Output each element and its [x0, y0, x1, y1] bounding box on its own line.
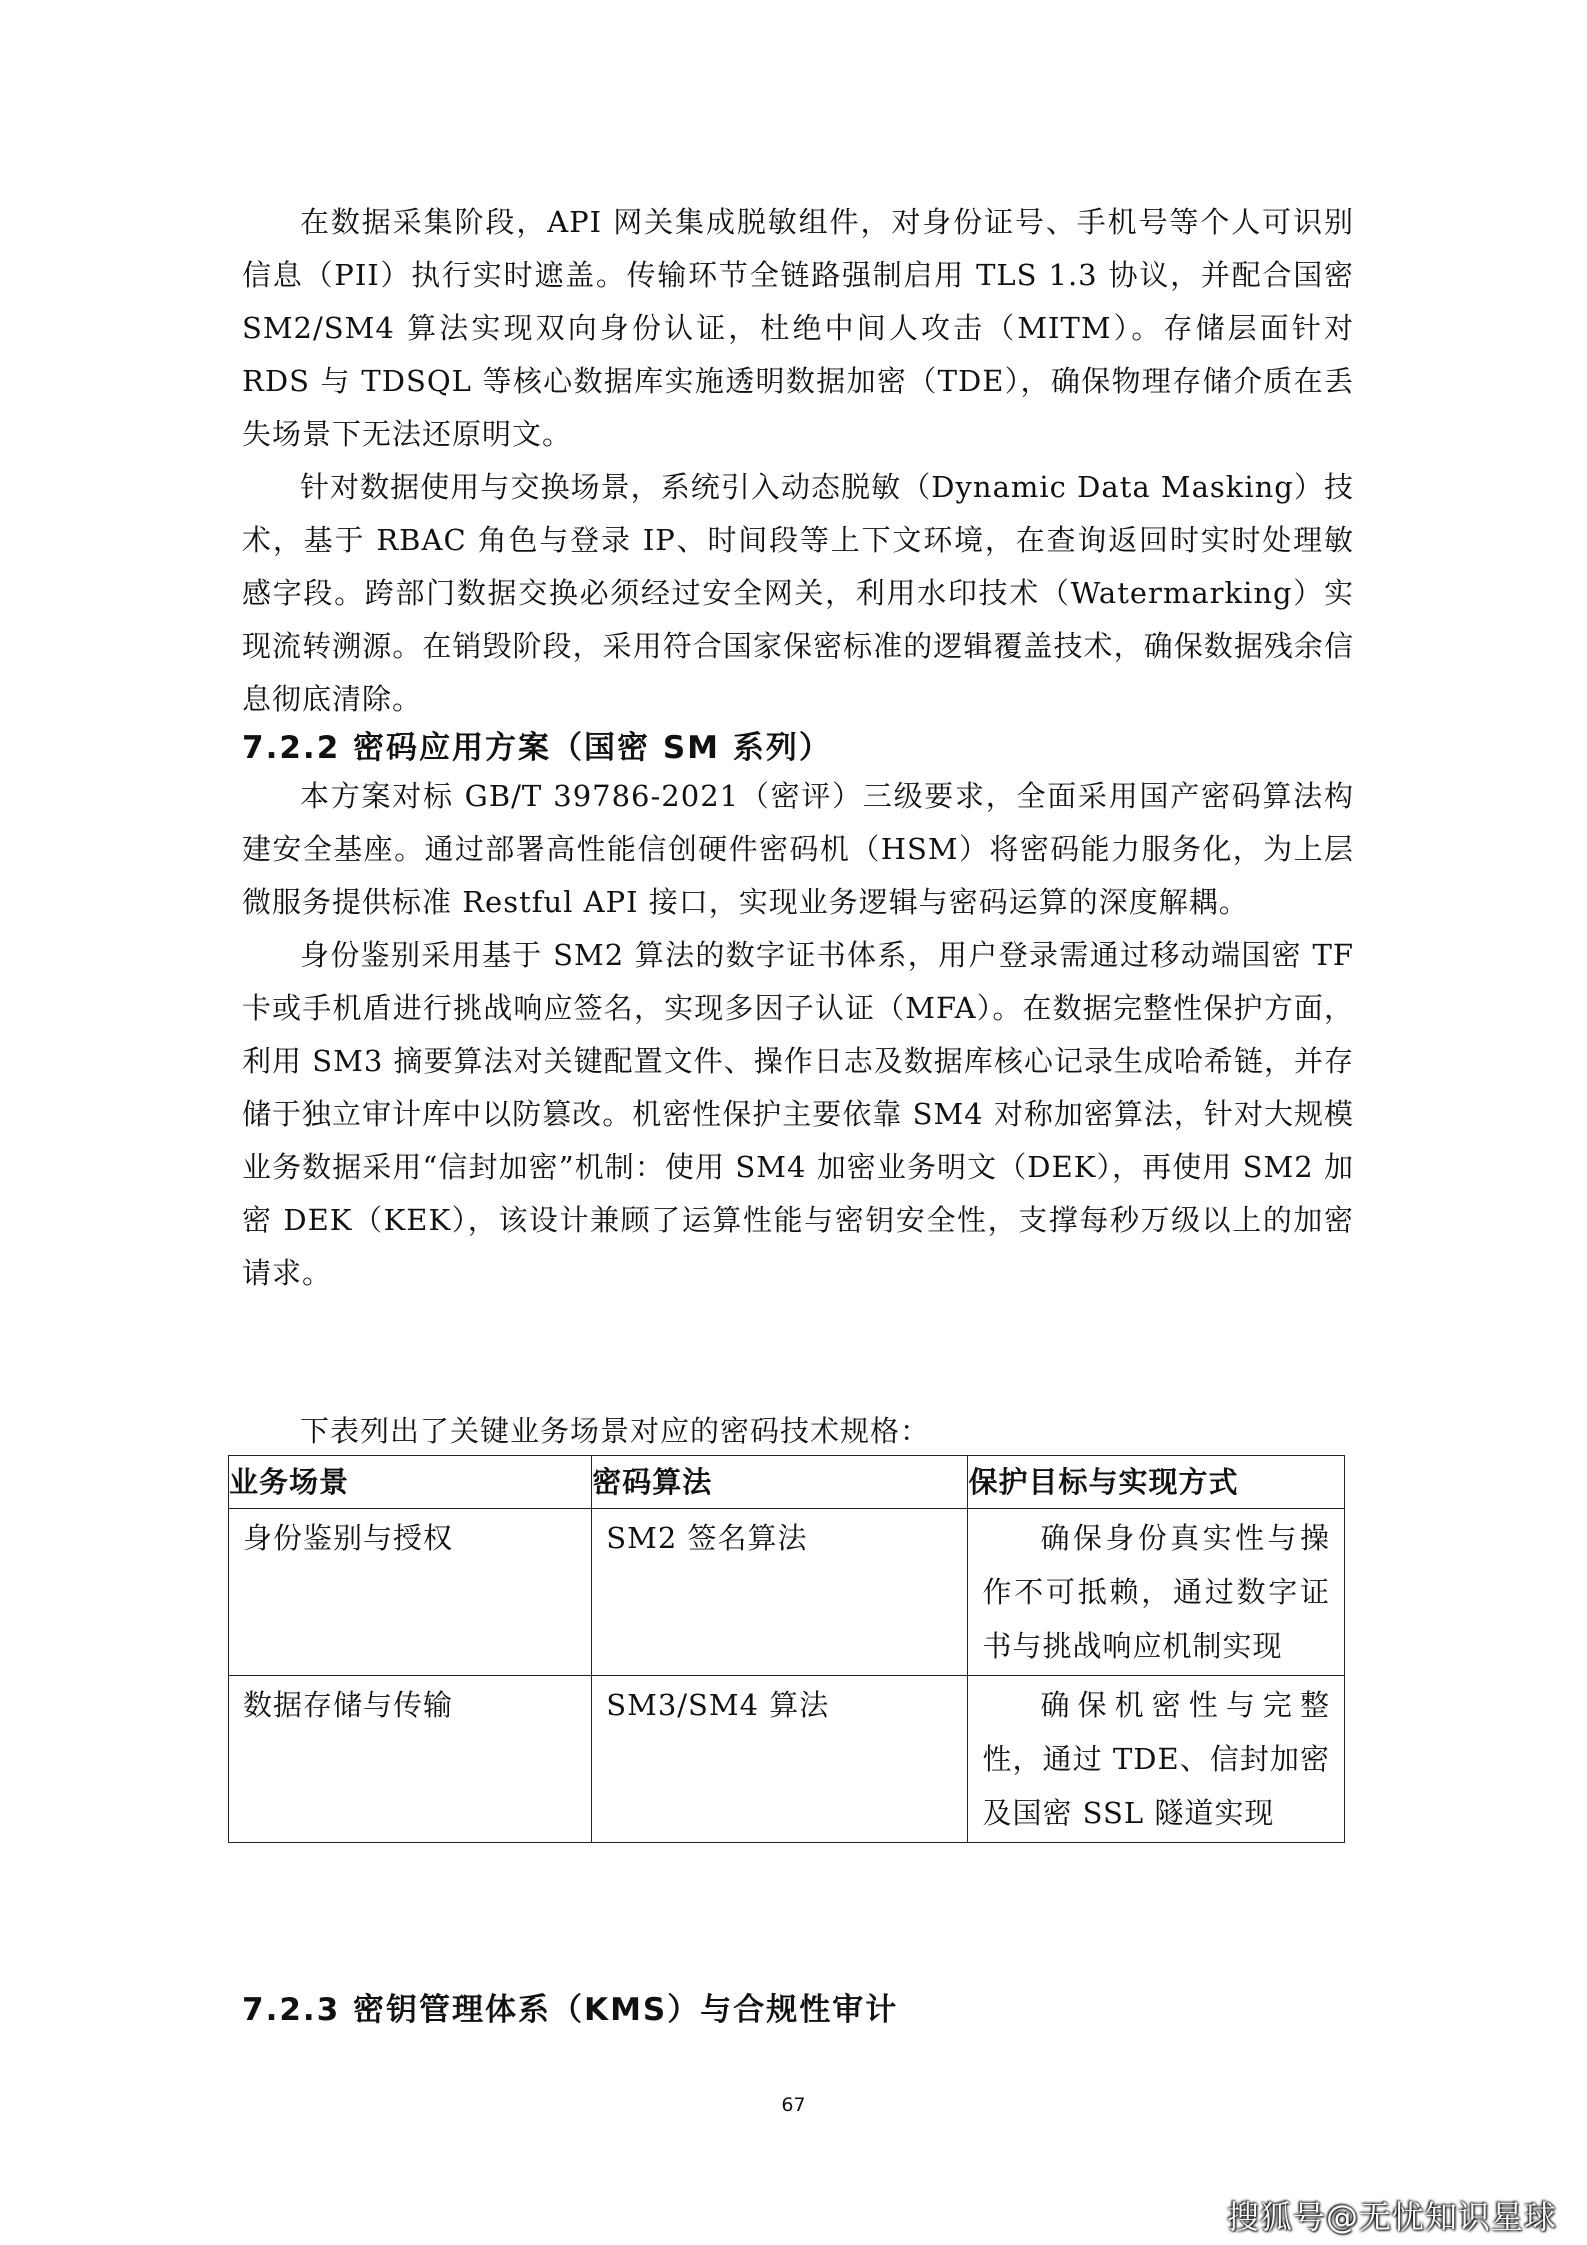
table-cell: SM2 签名算法: [592, 1509, 968, 1676]
watermark: 搜狐号@无忧知识星球: [1226, 2198, 1557, 2236]
paragraph: 身份鉴别采用基于 SM2 算法的数字证书体系，用户登录需通过移动端国密 TF 卡或手机盾进行挑战响应签名，实现多因子认证（MFA）。在数据完整性保护方面，利用 SM3 摘要算法对关键配置文件、操作日志及数据库核心记录生成哈希链，并存储于独立审计库中以防篡改。机密性保护主要依靠 SM4 对称加密算法，针对大规模业务数据采用“信封加密”机制：使用 SM4 加密业务明文（DEK），再使用 SM2 加密 DEK（KEK），该设计兼顾了运算性能与密钥安全性，支撑每秒万级以上的加密请求。: [242, 938, 1354, 1290]
table-cell: 确保身份真实性与操作不可抵赖，通过数字证书与挑战响应机制实现: [968, 1509, 1345, 1676]
table-header-row: [229, 1456, 1345, 1509]
paragraph: 本方案对标 GB/T 39786-2021（密评）三级要求，全面采用国产密码算法构建安全基座。通过部署高性能信创硬件密码机（HSM）将密码能力服务化，为上层微服务提供标准 Restful API 接口，实现业务逻辑与密码运算的深度解耦。: [242, 779, 1354, 919]
table-header-cell: 业务场景: [229, 1456, 592, 1509]
section-heading: 7.2.2 密码应用方案（国密 SM 系列）: [242, 730, 832, 766]
crypto-spec-table: [228, 1455, 1345, 1843]
table-header-cell: 密码算法: [592, 1456, 968, 1509]
content-column: [242, 196, 1354, 1300]
section-heading: 7.2.3 密钥管理体系（KMS）与合规性审计: [242, 1992, 899, 2028]
table-cell: 数据存储与传输: [229, 1676, 592, 1843]
table-header-cell: 保护目标与实现方式: [968, 1456, 1345, 1509]
table-row: [229, 1676, 1345, 1843]
paragraph: 在数据采集阶段，API 网关集成脱敏组件，对身份证号、手机号等个人可识别信息（PII）执行实时遮盖。传输环节全链路强制启用 TLS 1.3 协议，并配合国密 SM2/SM4 算法实现双向身份认证，杜绝中间人攻击（MITM）。存储层面针对 RDS 与 TDSQL 等核心数据库实施透明数据加密（TDE），确保物理存储介质在丢失场景下无法还原明文。: [242, 205, 1354, 451]
table-cell: SM3/SM4 算法: [592, 1676, 968, 1843]
paragraph: 针对数据使用与交换场景，系统引入动态脱敏（Dynamic Data Masking）技术，基于 RBAC 角色与登录 IP、时间段等上下文环境，在查询返回时实时处理敏感字段。跨部门数据交换必须经过安全网关，利用水印技术（Watermarking）实现流转溯源。在销毁阶段，采用符合国家保密标准的逻辑覆盖技术，确保数据残余信息彻底清除。: [242, 470, 1354, 716]
table-caption: 下表列出了关键业务场景对应的密码技术规格：: [300, 1414, 931, 1448]
table-row: [229, 1509, 1345, 1676]
table-cell: 身份鉴别与授权: [229, 1509, 592, 1676]
page-number: 67: [781, 2094, 806, 2116]
table-cell: 确保机密性与完整性，通过 TDE、信封加密及国密 SSL 隧道实现: [968, 1676, 1345, 1843]
